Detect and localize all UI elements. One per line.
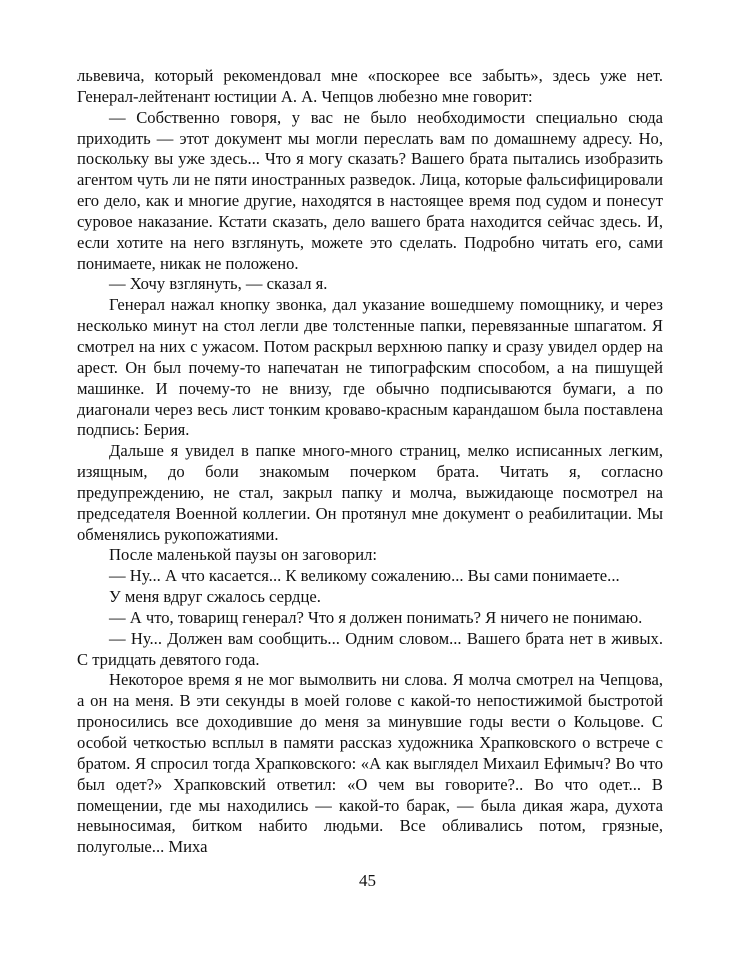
page-number: 45 bbox=[359, 871, 376, 890]
paragraph-5: Дальше я увидел в папке много-много страниц, мелко исписанных легким, изящным, до боли знакомым почерком брата. Читать я, согласно предупреждению, не стал, закрыл папку и молча, выжидающе посмотрел на председателя Военной коллегии. Он протянул мне документ о реабилитации. Мы обменялись рукопожатиями. bbox=[77, 441, 663, 544]
paragraph-4: Генерал нажал кнопку звонка, дал указание вошедшему помощнику, и через несколько минут на стол легли две толстенные папки, перевязанные шпагатом. Я смотрел на них с ужасом. Потом раскрыл верхнюю папку и сразу увидел ордер на арест. Он был почему-то напечатан не типографским способом, а на пишущей машинке. И почему-то не внизу, где обычно подписываются бумаги, а по диагонали через весь лист тонким кроваво-красным карандашом была поставлена подпись: Берия. bbox=[77, 295, 663, 440]
paragraph-8: У меня вдруг сжалось сердце. bbox=[109, 587, 321, 607]
paragraph-10: — Ну... Должен вам сообщить... Одним словом... Вашего брата нет в живых. С тридцать девятого года. bbox=[77, 628, 663, 669]
paragraph-6: После маленькой паузы он заговорил: bbox=[109, 545, 377, 565]
paragraph-2: — Собственно говоря, у вас не было необходимости специально сюда приходить — этот документ мы могли переслать вам по домашнему адресу. Но, поскольку вы уже здесь... Что я могу сказать? Вашего брата пытались изобразить агентом чуть ли не пяти иностранных разведок. Лица, которые фальсифицировали его дело, как и многие другие, находятся в настоящее время под судом и понесут суровое наказание. Кстати сказать, дело вашего брата находится сейчас здесь. И, если хотите на него взглянуть, можете это сделать. Подробно читать его, сами понимаете, никак не положено. bbox=[77, 107, 663, 273]
paragraph-9: — А что, товарищ генерал? Что я должен понимать? Я ничего не понимаю. bbox=[109, 607, 643, 627]
paragraph-3: — Хочу взглянуть, — сказал я. bbox=[109, 274, 328, 294]
paragraph-1: львевича, который рекомендовал мне «поскорее все забыть», здесь уже нет. Генерал-лейтенант юстиции А. А. Чепцов любезно мне говорит: bbox=[77, 66, 663, 106]
paragraph-7: — Ну... А что касается... К великому сожалению... Вы сами понимаете... bbox=[109, 566, 620, 586]
paragraph-11: Некоторое время я не мог вымолвить ни слова. Я молча смотрел на Чепцова, а он на меня. В эти секунды в моей голове с какой-то непостижимой быстротой проносились все доходившие до меня за минувшие годы вести о Кольцове. С особой четкостью всплыл в памяти рассказ художника Храпковского о встрече с братом. Я спросил тогда Храпковского: «А как выглядел Михаил Ефимыч? Во что был одет?» Храпковский ответил: «О чем вы говорите?.. Во что одет... В помещении, где мы находились — какой-то барак, — была дикая жара, духота невыносимая, битком набито людьми. Все обливались потом, грязные, полуголые... Миха bbox=[77, 670, 663, 857]
page-text bbox=[77, 66, 663, 858]
